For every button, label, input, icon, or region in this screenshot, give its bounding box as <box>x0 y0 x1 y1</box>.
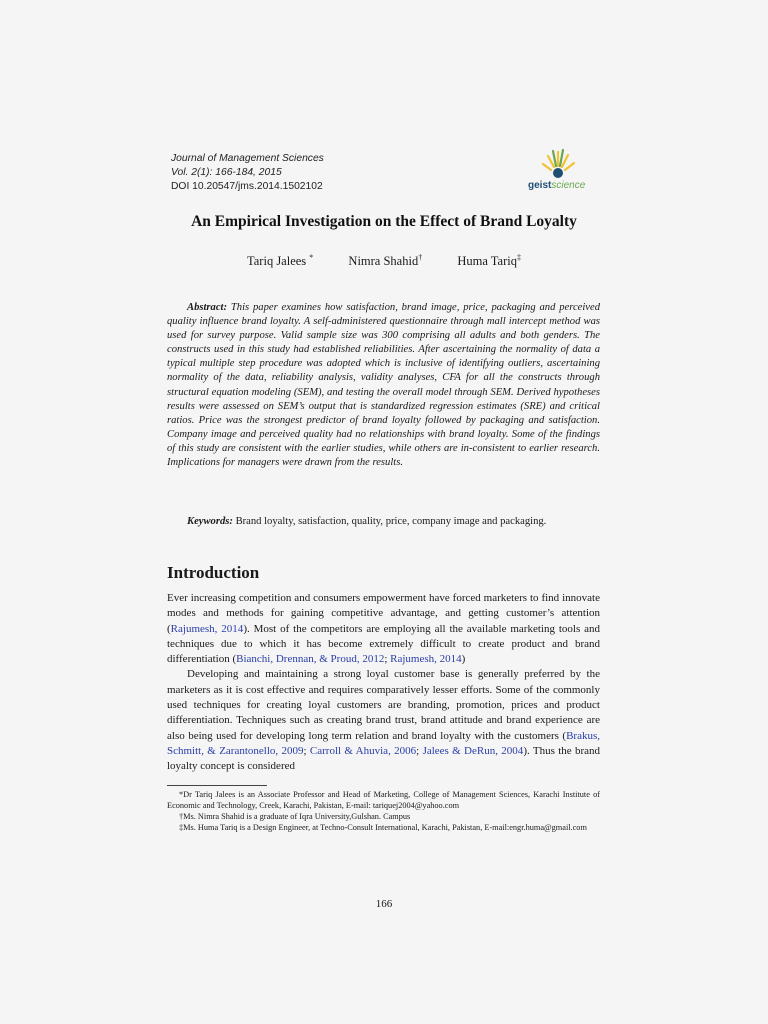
citation-link[interactable]: Jalees & DeRun, 2004 <box>422 744 524 757</box>
footnotes <box>167 789 600 833</box>
text-run: ). Thus the brand loyalty concept is considered <box>167 744 601 773</box>
paper-title: An Empirical Investigation on the Effect of Brand Loyalty <box>191 213 577 230</box>
logo-science: science <box>551 180 586 191</box>
journal-name: Journal of Management Sciences <box>171 153 324 164</box>
citation-link[interactable]: Carroll & Ahuvia, 2006 <box>309 744 417 757</box>
author-name: Huma Tariq <box>457 254 517 269</box>
author-mark: ‡ <box>517 253 521 262</box>
logo-geist: geist <box>528 180 552 191</box>
abstract-text: This paper examines how satisfaction, brand image, price, packaging and perceived quality influence brand loyalty. A self-administered questionnaire through mall intercept method was used for survey purpose. Valid sample size was 300 comprising all adults and both genders. The constructs used in this study had established reliabilities. After ascertaining the normality of data a typical multiple step procedure was adopted which is inclusive of identifying outliers, ascertaining normality of the data, reliability analysis, validity analyses, CFA for all the constructs through structural equation modeling (SEM), and testing the overall model through SEM. Derived hypotheses results were assessed on SEM’s output that is standardized regression estimates (SRE) and critical ratios. Price was the strongest predictor of brand loyalty followed by packaging and satisfaction. Company image and perceived quality had no relationships with brand loyalty. Some of the findings of this study are consistent with the earlier studies, while others are in-consistent to earlier research. Implications for managers were drawn from the results. <box>167 302 600 469</box>
body-text <box>167 591 600 775</box>
citation-link[interactable]: Rajumesh, 2014 <box>390 653 462 666</box>
text-run: ; <box>416 744 423 757</box>
keywords <box>167 515 600 529</box>
footnote-rule <box>167 785 267 786</box>
journal-header <box>171 152 324 194</box>
paragraph <box>167 667 600 774</box>
text-run: ; <box>384 653 391 666</box>
keywords-text: Brand loyalty, satisfaction, quality, price, company image and packaging. <box>235 516 547 527</box>
abstract-label: Abstract: <box>187 302 228 313</box>
citation-link[interactable]: Rajumesh, 2014 <box>170 622 244 635</box>
author-name: Nimra Shahid <box>348 254 419 269</box>
author-mark: * <box>309 253 314 262</box>
keywords-label: Keywords: <box>187 516 233 527</box>
text-run: ). Most of the competitors are employing all the available marketing tools and techniques due to which it has become extremely difficult to create product and brand differentiation ( <box>167 622 601 666</box>
text-run: ; <box>303 744 310 757</box>
footnote: †Ms. Nimra Shahid is a graduate of Iqra University,Gulshan. Campus <box>179 812 411 821</box>
author-list <box>0 253 768 269</box>
citation-link[interactable]: Brakus, Schmitt, & Zarantonello, 2009 <box>167 729 600 757</box>
author <box>348 254 422 268</box>
author <box>247 254 313 268</box>
text-run: ) <box>461 653 466 666</box>
text-run: Developing and maintaining a strong loyal customer base is generally preferred by the marketers as it is cost effective and requires comparatively lesser efforts. Some of the commonly used techniques for creating loyal customers are branding, promotion, prices and product differentiation. Techniques such as creating brand trust, brand attitude and brand experience are also being used for developing long term relation and brand loyalty with the customers ( <box>167 668 600 742</box>
page-number: 166 <box>375 898 393 910</box>
abstract <box>167 301 600 470</box>
paragraph <box>167 591 600 667</box>
author-name: Tariq Jalees <box>247 254 307 269</box>
section-heading: Introduction <box>167 563 260 582</box>
author <box>457 254 521 268</box>
author-mark: † <box>418 253 423 262</box>
footnote: *Dr Tariq Jalees is an Associate Professor and Head of Marketing, College of Management Sciences, Karachi Institute of Economic and Technology, Creek, Karachi, Pakistan, E-mail: tariquej2004@yahoo.com <box>167 790 600 810</box>
footnote: ‡Ms. Huma Tariq is a Design Engineer, at Techno-Consult International, Karachi, Pakistan, E-mail:engr.huma@gmail.com <box>179 823 587 832</box>
journal-volume: Vol. 2(1): 166-184, 2015 <box>171 167 282 178</box>
journal-doi: DOI 10.20547/jms.2014.1502102 <box>171 181 323 192</box>
text-run: Ever increasing competition and consumers empowerment have forced marketers to find innovate modes and methods for gaining competitive advantage, and getting customer’s attention ( <box>167 592 600 635</box>
logo-wordmark <box>528 180 585 191</box>
citation-link[interactable]: Bianchi, Drennan, & Proud, 2012 <box>236 653 385 666</box>
